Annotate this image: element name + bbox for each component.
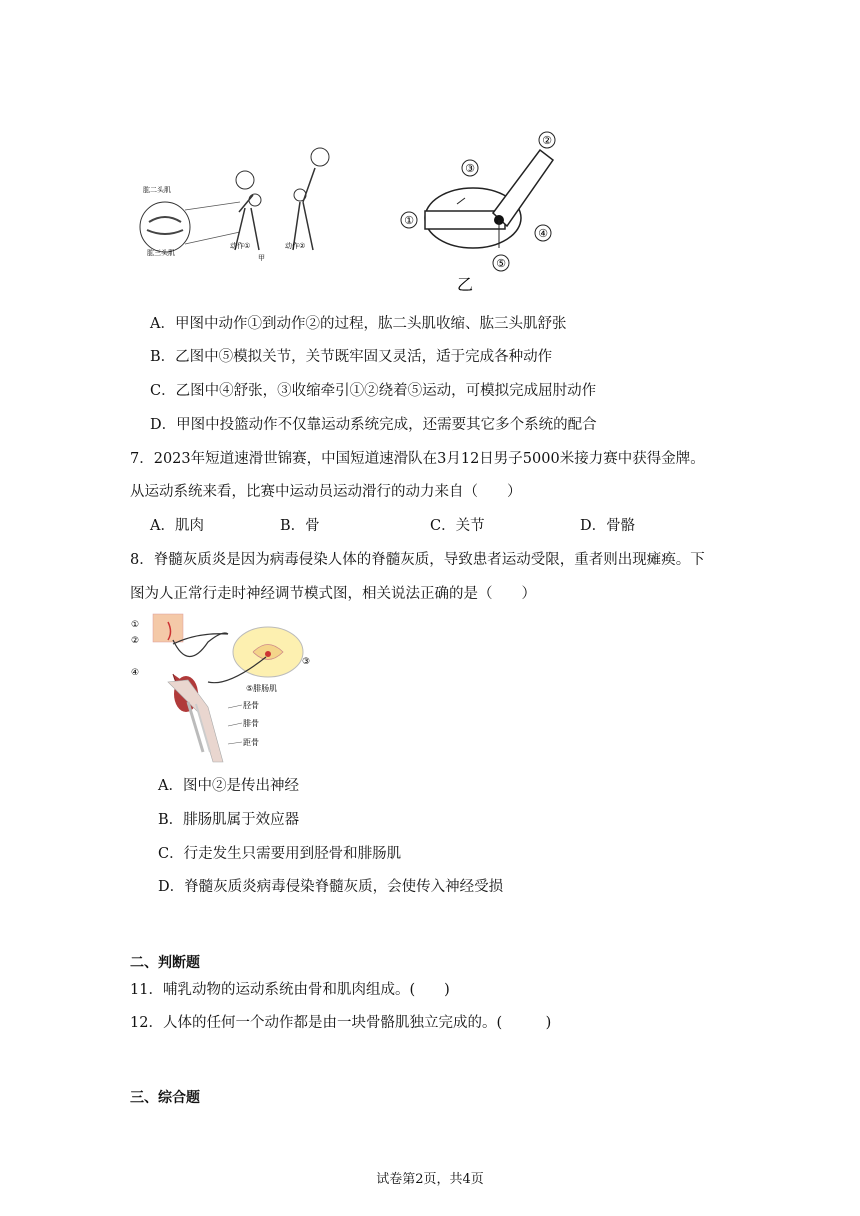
q8-option-a: A．图中②是传出神经 bbox=[158, 778, 299, 794]
q6-option-b: B．乙图中⑤模拟关节，关节既牢固又灵活，适于完成各种动作 bbox=[150, 349, 553, 365]
q8-mark-3: ③ bbox=[302, 657, 311, 667]
q8-stem-line2: 图为人正常行走时神经调节模式图，相关说法正确的是（ ） bbox=[130, 586, 536, 602]
q8-stem-line1: 8．脊髓灰质炎是因为病毒侵染人体的脊髓灰质，导致患者运动受限，重者则出现瘫痪。下 bbox=[130, 552, 705, 568]
q8-label-talus: 距骨 bbox=[243, 738, 259, 747]
q8-label-muscle: ⑤腓肠肌 bbox=[246, 684, 278, 693]
q6-option-a: A．甲图中动作①到动作②的过程，肱二头肌收缩、肱三头肌舒张 bbox=[150, 316, 567, 332]
q8-mark-4: ④ bbox=[131, 668, 140, 678]
q7-option-c: C．关节 bbox=[430, 518, 485, 534]
label-action2: 动作② bbox=[285, 242, 306, 250]
q7-stem-line1: 7．2023年短道速滑世锦赛，中国短道速滑队在3月12日男子5000米接力赛中获得金牌。 bbox=[130, 451, 705, 467]
q6-option-c: C．乙图中④舒张，③收缩牵引①②绕着⑤运动，可模拟完成屈肘动作 bbox=[150, 383, 597, 399]
figure-q8-neural bbox=[128, 612, 318, 767]
label-biceps: 肱二头肌 bbox=[143, 186, 171, 194]
caption-yi: 乙 bbox=[457, 275, 474, 293]
section-2-title: 二、判断题 bbox=[130, 955, 200, 971]
q7-option-d: D．骨骼 bbox=[580, 518, 636, 534]
label-action1: 动作① bbox=[230, 242, 251, 250]
q7-stem-line2: 从运动系统来看，比赛中运动员运动滑行的动力来自（ ） bbox=[130, 484, 522, 500]
q8-label-tibia: 胫骨 bbox=[243, 701, 259, 710]
figure-yi bbox=[395, 128, 565, 293]
q8-option-b: B．腓肠肌属于效应器 bbox=[158, 812, 300, 828]
mark-1: ① bbox=[404, 214, 414, 227]
q8-label-fibula: 腓骨 bbox=[243, 719, 259, 728]
q7-option-a: A．肌肉 bbox=[150, 518, 204, 534]
page-footer: 试卷第2页，共4页 bbox=[376, 1172, 484, 1187]
q11: 11．哺乳动物的运动系统由骨和肌肉组成。( ) bbox=[130, 982, 450, 998]
section-3-title: 三、综合题 bbox=[130, 1090, 200, 1106]
mark-5: ⑤ bbox=[496, 257, 506, 270]
q12: 12．人体的任何一个动作都是由一块骨骼肌独立完成的。( ) bbox=[130, 1015, 552, 1031]
q7-option-b: B．骨 bbox=[280, 518, 320, 534]
mark-2: ② bbox=[542, 134, 552, 147]
q8-option-d: D．脊髓灰质炎病毒侵染脊髓灰质，会使传入神经受损 bbox=[158, 879, 504, 895]
label-triceps: 肱三头肌 bbox=[147, 249, 175, 257]
mark-4: ④ bbox=[538, 227, 548, 240]
q8-mark-1: ① bbox=[131, 620, 140, 630]
q8-option-c: C．行走发生只需要用到胫骨和腓肠肌 bbox=[158, 846, 402, 862]
mark-3: ③ bbox=[465, 162, 475, 175]
q8-mark-2: ② bbox=[131, 636, 140, 646]
q6-option-d: D．甲图中投篮动作不仅靠运动系统完成，还需要其它多个系统的配合 bbox=[150, 417, 597, 433]
caption-jia: 甲 bbox=[258, 254, 265, 262]
figure-jia bbox=[135, 140, 345, 265]
